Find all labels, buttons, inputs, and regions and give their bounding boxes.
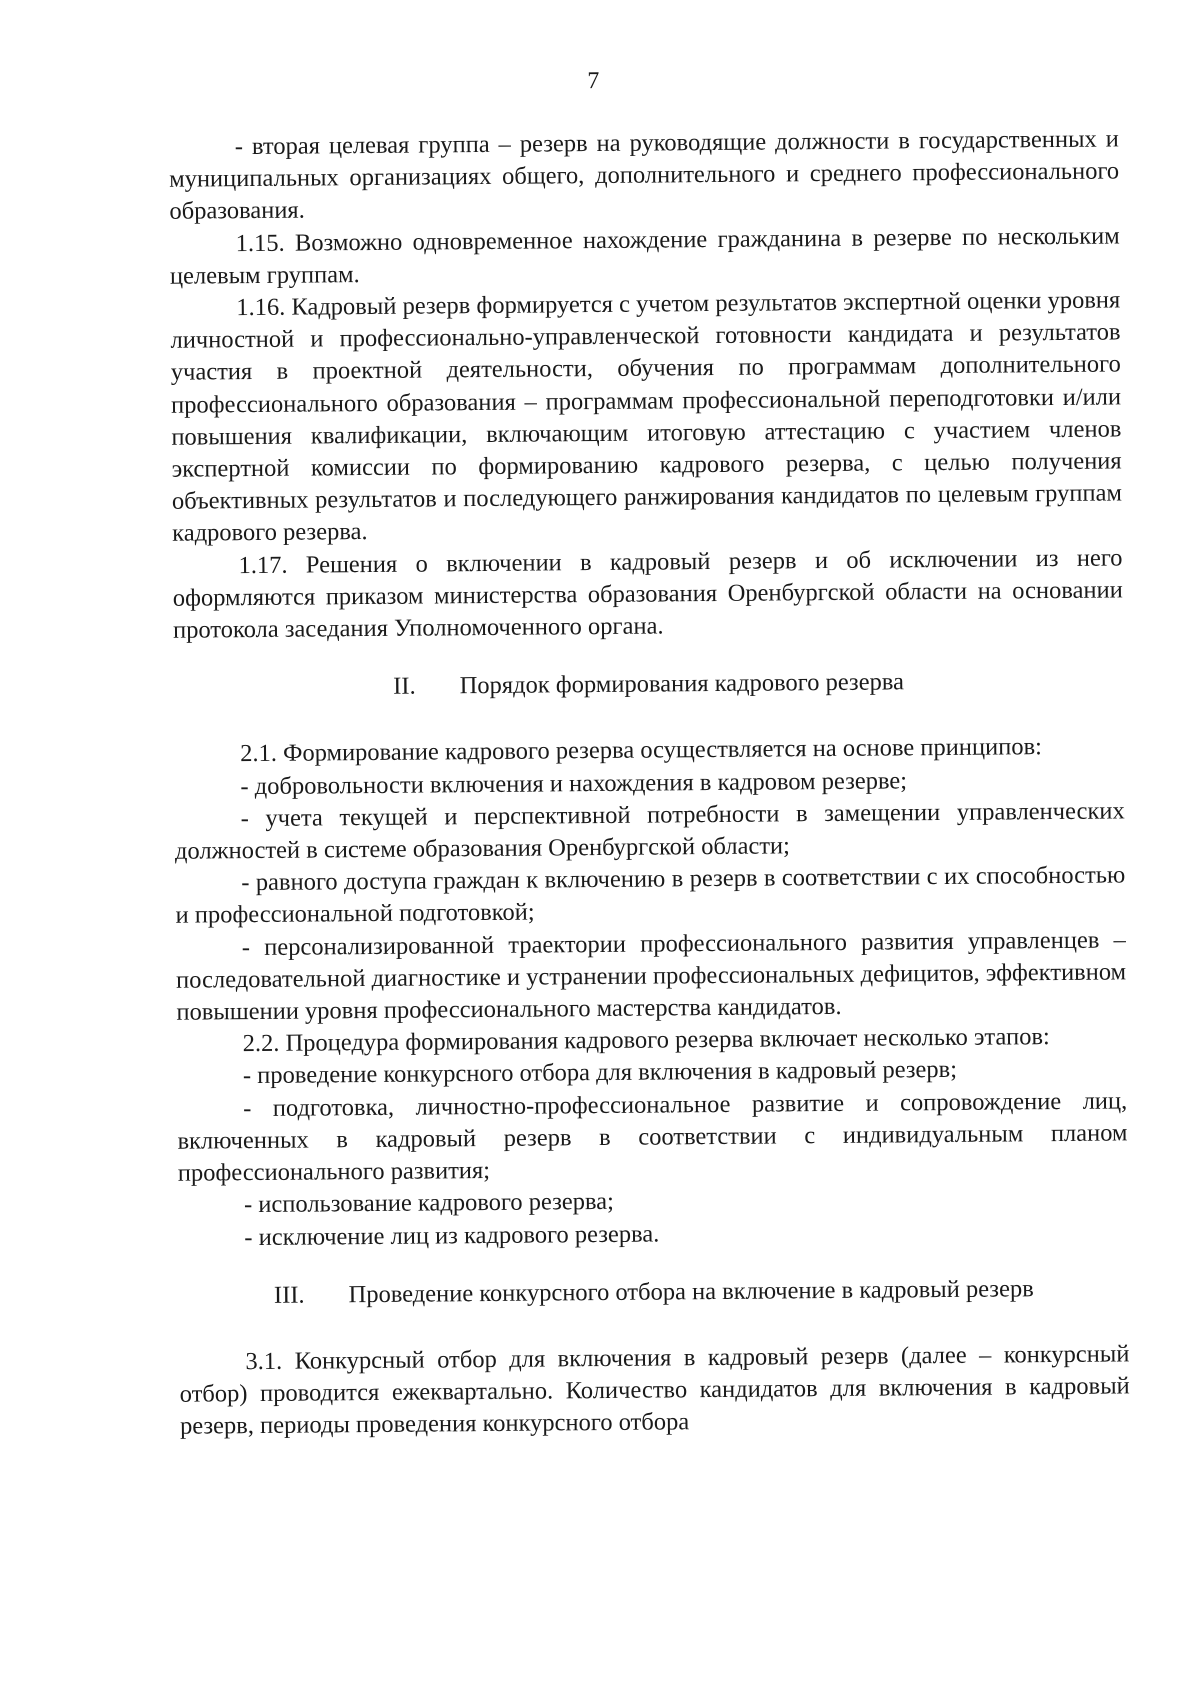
document-body — [169, 123, 1130, 1443]
paragraph: 1.16. Кадровый резерв формируется с учетом результатов экспертной оценки уровня личностной и профессионально-управленческой готовности кандидата и результатов участия в проектной деятельности, обучения по программам дополнительного профессионального образования – программам профессиональной переподготовки и/или повышения квалификации, включающим итоговую аттестацию с участием членов экспертной комиссии по формированию кадрового резерва, с целью получения объективных результатов и последующего ранжирования кандидатов по целевым группам кадрового резерва. — [170, 286, 1123, 548]
paragraph: 3.1. Конкурсный отбор для включения в кадровый резерв (далее – конкурсный отбор) проводится ежеквартально. Количество кандидатов для включения в кадровый резерв, периоды проведения конкурсного отбора — [179, 1340, 1130, 1440]
section-title: Порядок формирования кадрового резерва — [459, 668, 905, 700]
paragraph: 1.17. Решения о включении в кадровый резерв и об исключении из него оформляются приказом министерства образования Оренбургской области на основании протокола заседания Уполномоченного органа. — [172, 544, 1123, 644]
page-number: 7 — [587, 67, 600, 95]
paragraph: 2.1. Формирование кадрового резерва осуществляется на основе принципов: — [240, 733, 1043, 768]
list-item: - проведение конкурсного отбора для включения в кадровый резерв; — [242, 1056, 958, 1090]
list-item: - подготовка, личностно-профессиональное развитие и сопровождение лиц, включенных в кадровый резерв в соответствии с индивидуальным планом профессионального развития; — [177, 1087, 1128, 1187]
list-item: - учета текущей и перспективной потребности в замещении управленческих должностей в системе образования Оренбургской области; — [174, 797, 1125, 865]
list-item: - добровольности включения и нахождения в кадровом резерве; — [240, 766, 908, 800]
section-heading-3 — [179, 1272, 1129, 1312]
section-number: III. — [273, 1281, 305, 1309]
paragraph: - вторая целевая группа – резерв на руководящие должности в государственных и муниципальных организациях общего, дополнительного и среднего профессионального образования. — [169, 125, 1120, 226]
section-heading-2 — [173, 665, 1123, 705]
paragraph: 1.15. Возможно одновременное нахождение гражданина в резерве по нескольким целевым группам. — [169, 222, 1120, 290]
list-item: - использование кадрового резерва; — [243, 1188, 615, 1219]
list-item: - персонализированной траектории профессионального развития управленцев – последовательной диагностике и устранении профессиональных дефицитов, эффективном повышении уровня профессионального мастерства кандидатов. — [176, 926, 1127, 1026]
section-number: II. — [393, 672, 416, 701]
list-item: - равного доступа граждан к включению в резерв в соответствии с их способностью и профессиональной подготовкой; — [175, 861, 1126, 930]
paragraph: 2.2. Процедура формирования кадрового резерва включает несколько этапов: — [242, 1023, 1050, 1058]
section-title: Проведение конкурсного отбора на включение в кадровый резерв — [348, 1274, 1034, 1308]
list-item: - исключение лиц из кадрового резерва. — [244, 1219, 660, 1251]
